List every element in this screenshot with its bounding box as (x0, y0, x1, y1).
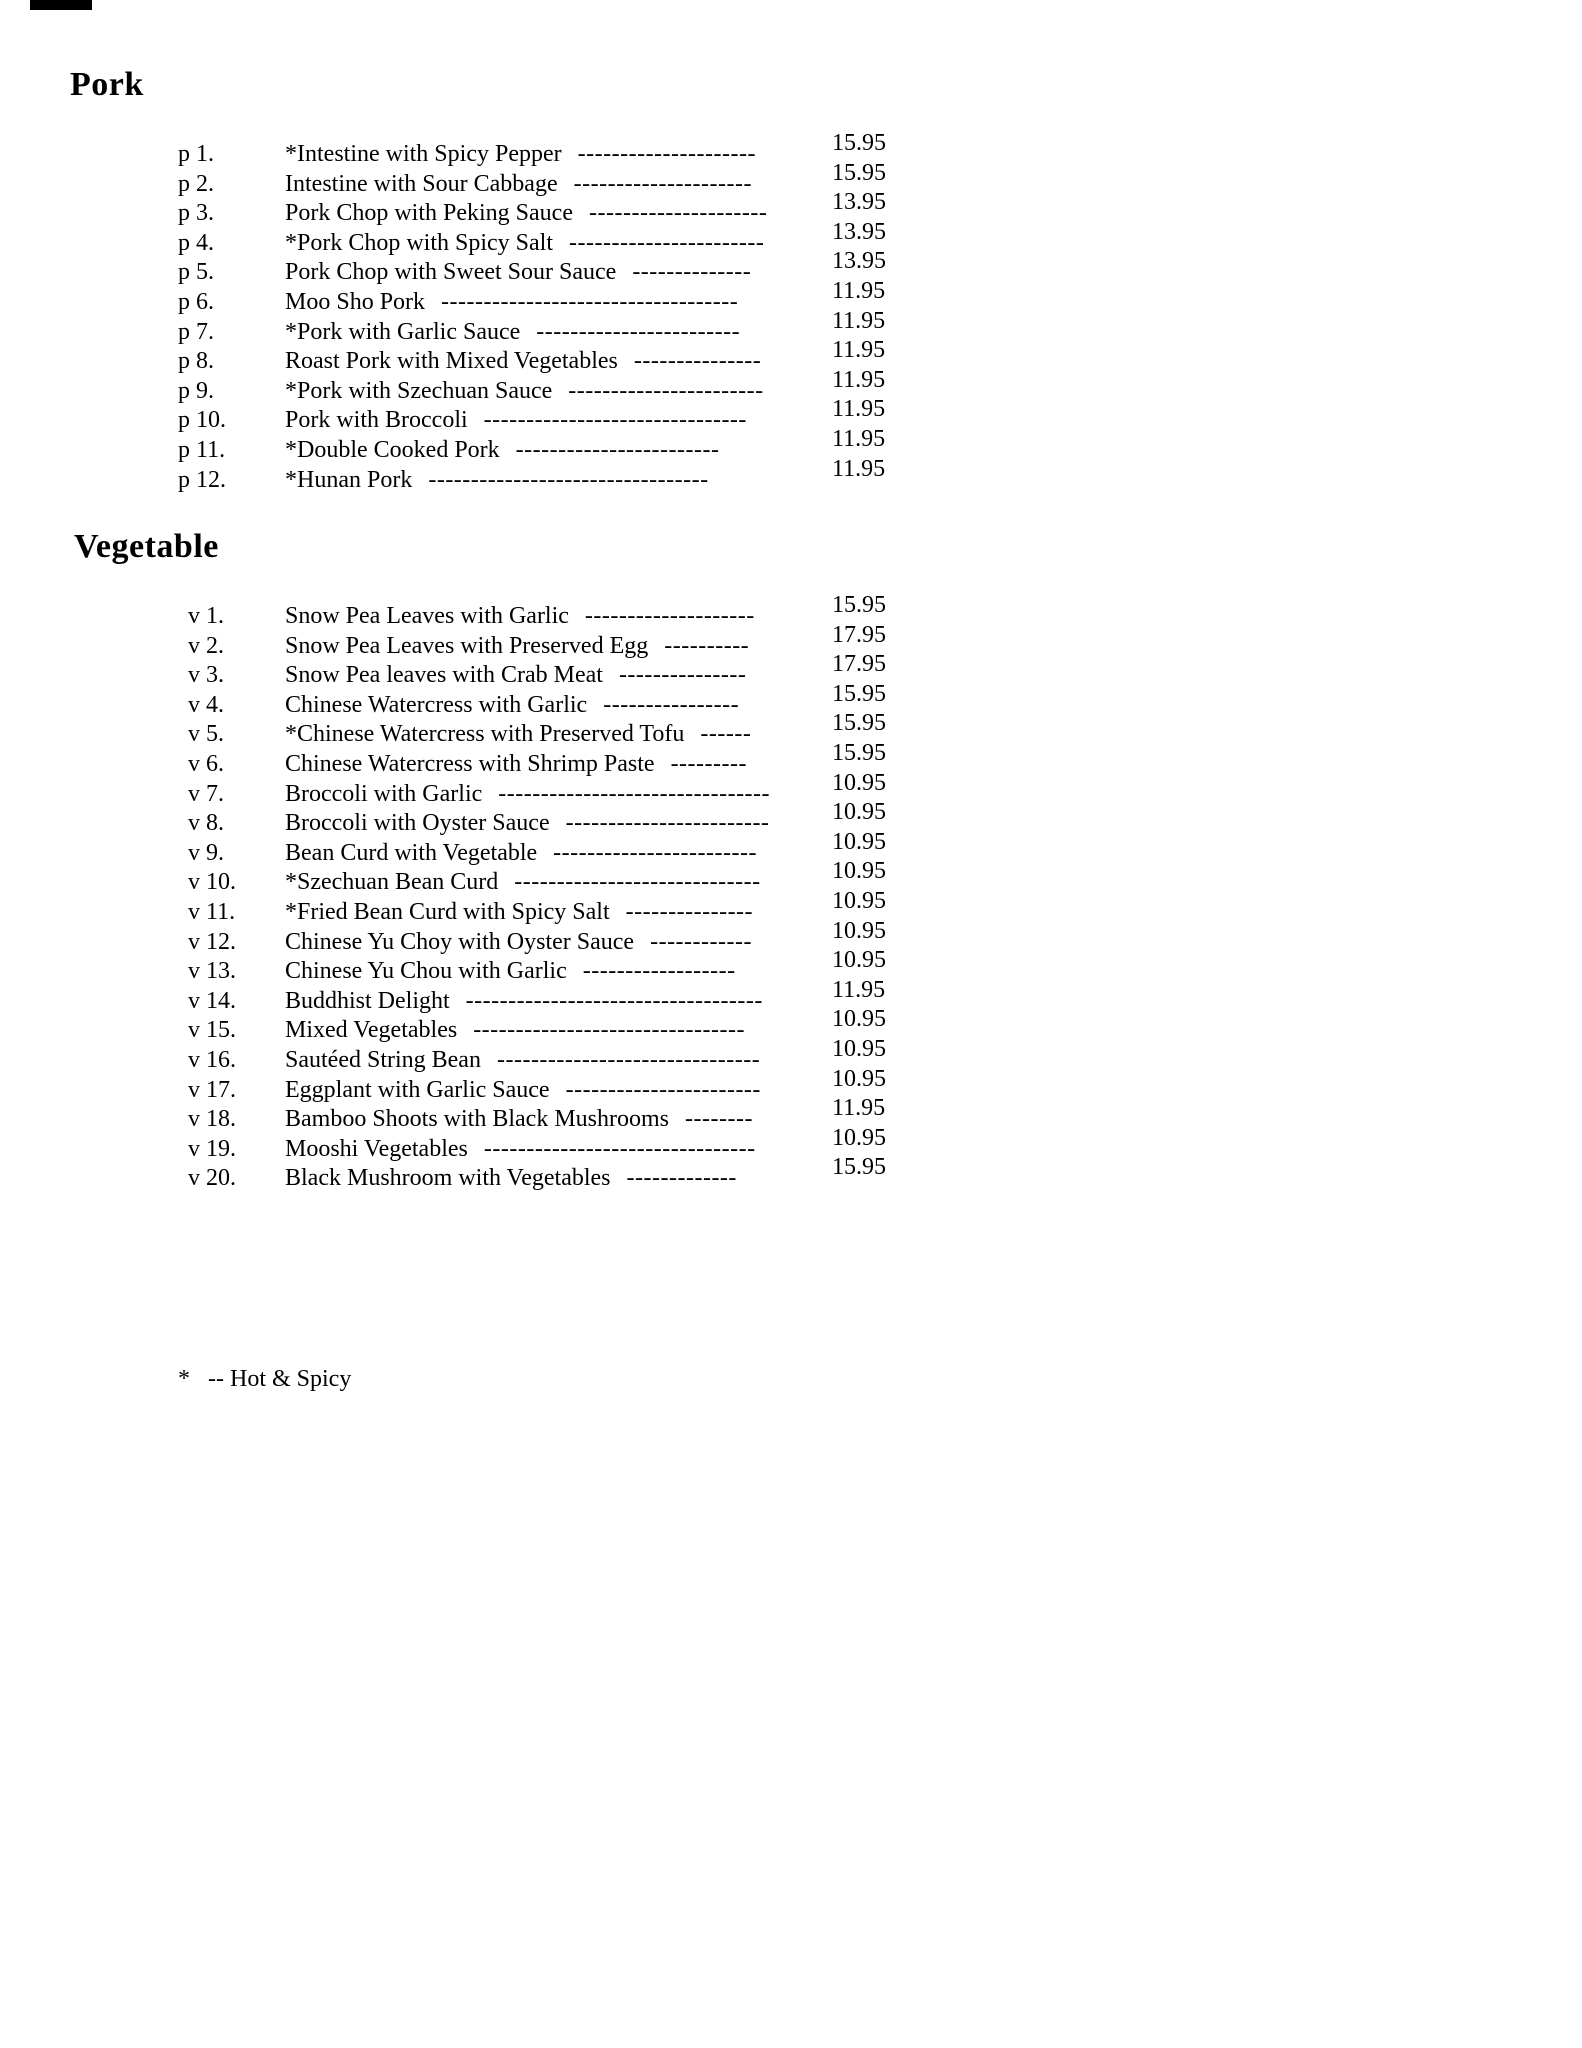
item-price: 10.95 (832, 858, 886, 885)
item-name: *Pork with Szechuan Sauce (285, 377, 553, 404)
item-name: *Szechuan Bean Curd (285, 869, 499, 896)
item-name: Mooshi Vegetables (285, 1135, 468, 1162)
item-price: 11.95 (832, 307, 886, 334)
item-price: 10.95 (832, 917, 886, 944)
menu-row (178, 366, 886, 407)
item-number: v 11. (188, 898, 236, 925)
item-dash-leader: ----------------------------- (514, 869, 761, 896)
item-number: v 17. (188, 1076, 236, 1103)
item-number: v 4. (188, 691, 224, 718)
item-price: 11.95 (832, 366, 886, 393)
menu-row (178, 189, 886, 229)
menu-row (178, 307, 886, 348)
item-number: v 19. (188, 1135, 236, 1162)
menu-row (188, 1035, 886, 1076)
menu-row (178, 337, 886, 377)
item-dash-leader: ------------------------ (536, 318, 741, 345)
item-number: v 18. (188, 1106, 236, 1133)
menu-row (178, 130, 886, 170)
item-price: 15.95 (832, 739, 886, 766)
footnote (178, 1366, 351, 1393)
item-price: 17.95 (832, 621, 886, 648)
menu-row (188, 858, 886, 898)
footnote-text: -- Hot & Spicy (208, 1366, 352, 1392)
menu-list-vegetable (188, 592, 886, 1194)
item-name: *Chinese Watercress with Preserved Tofu (285, 721, 685, 748)
item-dash-leader: ----------------------- (568, 377, 764, 404)
menu-row (188, 917, 886, 958)
item-dash-leader: -------------------------------- (473, 1017, 745, 1044)
item-name: Snow Pea Leaves with Garlic (285, 603, 569, 629)
item-name: Chinese Yu Choy with Oyster Sauce (285, 928, 635, 955)
item-price: 15.95 (832, 130, 886, 156)
item-price: 10.95 (832, 1006, 886, 1033)
item-dash-leader: -------------------- (584, 603, 755, 629)
footnote-marker: * (178, 1366, 190, 1392)
item-name: Eggplant with Garlic Sauce (285, 1076, 550, 1103)
menu-row (178, 218, 886, 259)
item-price: 13.95 (832, 218, 886, 245)
item-price: 10.95 (832, 887, 886, 914)
item-number: v 7. (188, 780, 224, 807)
menu-row (188, 1124, 886, 1165)
menu-row (188, 621, 886, 662)
menu-row (188, 769, 886, 810)
item-price: 10.95 (832, 828, 886, 855)
item-number: p 5. (178, 259, 214, 286)
menu-row (188, 828, 886, 869)
item-price: 11.95 (832, 455, 886, 482)
menu-row (188, 651, 886, 691)
item-dash-leader: ----------------------------------- (465, 987, 763, 1014)
menu-row (188, 1065, 886, 1106)
scan-artifact (30, 0, 92, 10)
item-number: p 12. (178, 466, 226, 493)
menu-row (188, 710, 886, 750)
item-name: Bamboo Shoots with Black Mushrooms (285, 1106, 670, 1133)
item-dash-leader: -------- (685, 1106, 753, 1133)
item-dash-leader: --------------------- (573, 170, 752, 197)
item-dash-leader: ---------------- (603, 691, 740, 718)
item-dash-leader: -------------- (632, 259, 752, 286)
item-price: 11.95 (832, 1095, 886, 1122)
item-number: p 3. (178, 200, 214, 227)
item-price: 13.95 (832, 248, 886, 275)
item-number: v 14. (188, 987, 236, 1014)
item-name: Intestine with Sour Cabbage (285, 170, 558, 197)
menu-row (188, 799, 886, 839)
item-price: 17.95 (832, 651, 886, 678)
item-price: 15.95 (832, 1154, 886, 1181)
item-price: 15.95 (832, 592, 886, 618)
item-price: 10.95 (832, 1124, 886, 1151)
menu-row (188, 1154, 886, 1194)
item-number: p 10. (178, 407, 226, 434)
item-price: 15.95 (832, 159, 886, 186)
item-number: v 13. (188, 958, 236, 985)
menu-row (188, 947, 886, 987)
item-dash-leader: ----------------------- (565, 1076, 761, 1103)
item-name: Chinese Watercress with Shrimp Paste (285, 750, 655, 777)
menu-row (178, 425, 886, 466)
item-name: *Double Cooked Pork (285, 436, 500, 463)
menu-list-pork (178, 130, 886, 495)
item-name: Black Mushroom with Vegetables (285, 1165, 611, 1192)
item-dash-leader: --------------------- (577, 141, 756, 167)
item-name: Moo Sho Pork (285, 288, 426, 315)
item-dash-leader: ------------------------------- (483, 407, 747, 434)
menu-row (188, 1095, 886, 1135)
item-name: Mixed Vegetables (285, 1017, 458, 1044)
item-number: p 7. (178, 318, 214, 345)
menu-row (188, 887, 886, 928)
item-price: 13.95 (832, 189, 886, 216)
item-name: Pork Chop with Sweet Sour Sauce (285, 259, 617, 286)
item-number: v 12. (188, 928, 236, 955)
menu-row (188, 739, 886, 780)
item-name: *Intestine with Spicy Pepper (285, 141, 562, 167)
menu-row (178, 396, 886, 436)
item-number: p 8. (178, 348, 214, 375)
item-price: 11.95 (832, 396, 886, 423)
item-number: p 1. (178, 141, 214, 167)
item-number: v 5. (188, 721, 224, 748)
item-price: 15.95 (832, 680, 886, 707)
item-name: *Pork with Garlic Sauce (285, 318, 521, 345)
item-dash-leader: ------ (700, 721, 752, 748)
section-title-pork: Pork (70, 66, 144, 103)
item-number: v 20. (188, 1165, 236, 1192)
item-price: 10.95 (832, 1065, 886, 1092)
item-name: Pork with Broccoli (285, 407, 468, 434)
item-number: v 2. (188, 632, 224, 659)
item-price: 11.95 (832, 277, 886, 304)
item-name: Roast Pork with Mixed Vegetables (285, 348, 618, 375)
item-number: p 11. (178, 436, 226, 463)
item-dash-leader: -------------------------------- (483, 1135, 756, 1162)
item-number: v 6. (188, 750, 224, 777)
item-price: 15.95 (832, 710, 886, 737)
section-title-vegetable: Vegetable (74, 528, 219, 565)
item-name: Buddhist Delight (285, 987, 450, 1014)
item-number: v 16. (188, 1046, 236, 1073)
item-dash-leader: --------------- (625, 898, 754, 925)
item-number: v 10. (188, 869, 236, 896)
item-name: Snow Pea Leaves with Preserved Egg (285, 632, 649, 659)
item-name: Pork Chop with Peking Sauce (285, 200, 573, 227)
item-dash-leader: ------------------------ (553, 839, 757, 866)
item-dash-leader: ------------------ (582, 958, 736, 985)
item-dash-leader: --------------- (633, 348, 762, 375)
item-number: p 9. (178, 377, 214, 404)
item-dash-leader: ------------------------ (565, 810, 770, 837)
item-dash-leader: -------------------------------- (498, 780, 771, 807)
item-dash-leader: ------------------------ (515, 436, 720, 463)
menu-row (178, 248, 886, 288)
menu-row (178, 159, 886, 200)
item-price: 10.95 (832, 769, 886, 796)
item-dash-leader: --------------------------------- (428, 466, 709, 493)
item-number: v 8. (188, 810, 224, 837)
item-number: p 4. (178, 229, 214, 256)
item-price: 10.95 (832, 1035, 886, 1062)
menu-row (188, 592, 886, 632)
item-name: Bean Curd with Vegetable (285, 839, 538, 866)
item-name: Chinese Watercress with Garlic (285, 691, 588, 718)
item-name: *Pork Chop with Spicy Salt (285, 229, 554, 256)
menu-row (188, 976, 886, 1017)
item-number: p 2. (178, 170, 214, 197)
item-number: p 6. (178, 288, 214, 315)
item-number: v 3. (188, 662, 224, 689)
item-name: *Fried Bean Curd with Spicy Salt (285, 898, 610, 925)
menu-row (178, 277, 886, 318)
item-number: v 9. (188, 839, 224, 866)
item-dash-leader: ------------------------------- (496, 1046, 761, 1073)
item-dash-leader: ------------ (650, 928, 752, 955)
item-number: v 1. (188, 603, 224, 629)
item-dash-leader: ----------------------- (569, 229, 765, 256)
item-name: Broccoli with Oyster Sauce (285, 810, 550, 837)
item-price: 10.95 (832, 947, 886, 974)
item-name: Chinese Yu Chou with Garlic (285, 958, 567, 985)
item-price: 11.95 (832, 425, 886, 452)
item-name: Broccoli with Garlic (285, 780, 483, 807)
item-dash-leader: ---------- (664, 632, 750, 659)
item-price: 11.95 (832, 337, 886, 364)
item-number: v 15. (188, 1017, 236, 1044)
item-dash-leader: ------------- (626, 1165, 737, 1192)
item-name: Sautéed String Bean (285, 1046, 481, 1073)
menu-row (188, 1006, 886, 1046)
item-name: *Hunan Pork (285, 466, 413, 493)
item-dash-leader: --------------- (618, 662, 747, 689)
menu-row (178, 455, 886, 496)
item-dash-leader: --------- (670, 750, 747, 777)
item-price: 10.95 (832, 799, 886, 826)
menu-row (188, 680, 886, 721)
item-dash-leader: ----------------------------------- (441, 288, 739, 315)
item-price: 11.95 (832, 976, 886, 1003)
item-name: Snow Pea leaves with Crab Meat (285, 662, 603, 689)
item-dash-leader: --------------------- (589, 200, 768, 227)
